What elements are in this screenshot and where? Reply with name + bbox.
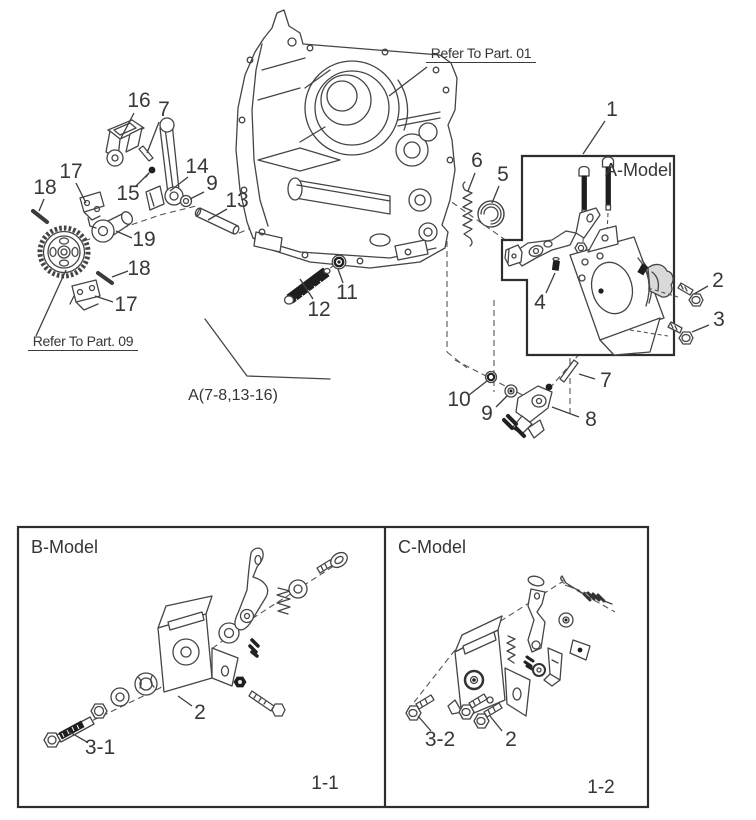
c-grommet <box>533 664 545 676</box>
callout-leader-18 <box>39 199 44 211</box>
a-model-title: A-Model <box>605 160 673 180</box>
callout-7: 7 <box>158 98 170 121</box>
page-number-1-2: 1-2 <box>587 777 615 798</box>
camshaft-gear <box>40 228 88 276</box>
callout-leader-17 <box>95 296 113 302</box>
callout-11: 11 <box>336 281 358 304</box>
part-6-spring <box>463 182 472 246</box>
callout-2: 2 <box>194 701 206 724</box>
callout-17: 17 <box>114 293 138 316</box>
callout-12: 12 <box>307 298 331 321</box>
part-16-bracket <box>106 120 144 166</box>
callout-leader-19 <box>116 231 132 238</box>
callout-3: 3 <box>713 308 725 331</box>
b-nut-dark <box>234 677 246 687</box>
callout-5: 5 <box>497 163 509 186</box>
callout-19: 19 <box>132 228 156 251</box>
callout-6: 6 <box>471 149 483 172</box>
part-7-pin-top <box>139 146 153 161</box>
part-14-link-arm <box>146 118 183 210</box>
part-7-pin-lower <box>560 360 578 382</box>
b-washer-1 <box>111 688 129 706</box>
callout-16: 16 <box>127 89 151 112</box>
refer-09-leader <box>36 270 66 336</box>
refer-part-09-label: Refer To Part. 09 <box>28 334 138 351</box>
callout-15: 15 <box>116 182 140 205</box>
part-18-pin-top <box>33 211 47 222</box>
a-group-label: A(7-8,13-16) <box>188 387 278 404</box>
callout-leader-8 <box>552 407 579 417</box>
callout-18: 18 <box>33 176 57 199</box>
bolt-2 <box>678 283 703 306</box>
b-nut <box>91 704 107 718</box>
part-18-pin-lower <box>98 273 112 283</box>
callout-8: 8 <box>585 408 597 431</box>
callout-14: 14 <box>185 155 209 178</box>
refer-part-01-label: Refer To Part. 01 <box>426 46 536 63</box>
callout-leader-9 <box>496 396 507 407</box>
b-model-title: B-Model <box>31 537 99 557</box>
callout-4: 4 <box>534 291 546 314</box>
c-model-title: C-Model <box>398 537 467 557</box>
part-11-washer <box>332 255 346 269</box>
callout-leader-5 <box>492 186 499 203</box>
part-19-bushing <box>92 210 135 242</box>
callout-18: 18 <box>127 257 151 280</box>
callout-2: 2 <box>505 728 517 751</box>
callout-leader-1 <box>583 121 605 154</box>
callout-13: 13 <box>225 189 249 212</box>
callout-7: 7 <box>600 369 612 392</box>
a-group-bracket <box>205 319 330 379</box>
callout-leader-7 <box>579 374 595 379</box>
callout-leader-9 <box>190 192 204 199</box>
callout-1: 1 <box>606 98 618 121</box>
part-17-clamp-lower <box>70 280 100 310</box>
callout-leader-2 <box>694 286 708 294</box>
part-4-set-screw <box>552 258 559 271</box>
callout-leader-3 <box>692 325 709 332</box>
part-9-washer-lower <box>505 385 517 397</box>
callout-2: 2 <box>712 269 724 292</box>
callout-3-2: 3-2 <box>424 728 456 751</box>
callout-leader-10 <box>469 381 487 395</box>
callout-3-1: 3-1 <box>84 736 116 759</box>
c-washer <box>559 613 573 627</box>
callout-leader-7 <box>147 122 159 153</box>
callout-9: 9 <box>481 402 493 425</box>
engine-crankcase-drawing <box>236 10 457 268</box>
callout-leader-18 <box>112 271 128 277</box>
callout-10: 10 <box>447 388 471 411</box>
b-wave-washer <box>135 673 157 695</box>
callout-9: 9 <box>206 172 218 195</box>
page-number-1-1: 1-1 <box>311 773 339 794</box>
callout-leader-6 <box>468 173 475 191</box>
callout-17: 17 <box>59 160 83 183</box>
part-10-washer <box>486 372 497 383</box>
part-5-coil-bushing <box>478 201 504 227</box>
b-washer-top <box>289 580 307 598</box>
part-9-washer-upper <box>181 196 192 207</box>
